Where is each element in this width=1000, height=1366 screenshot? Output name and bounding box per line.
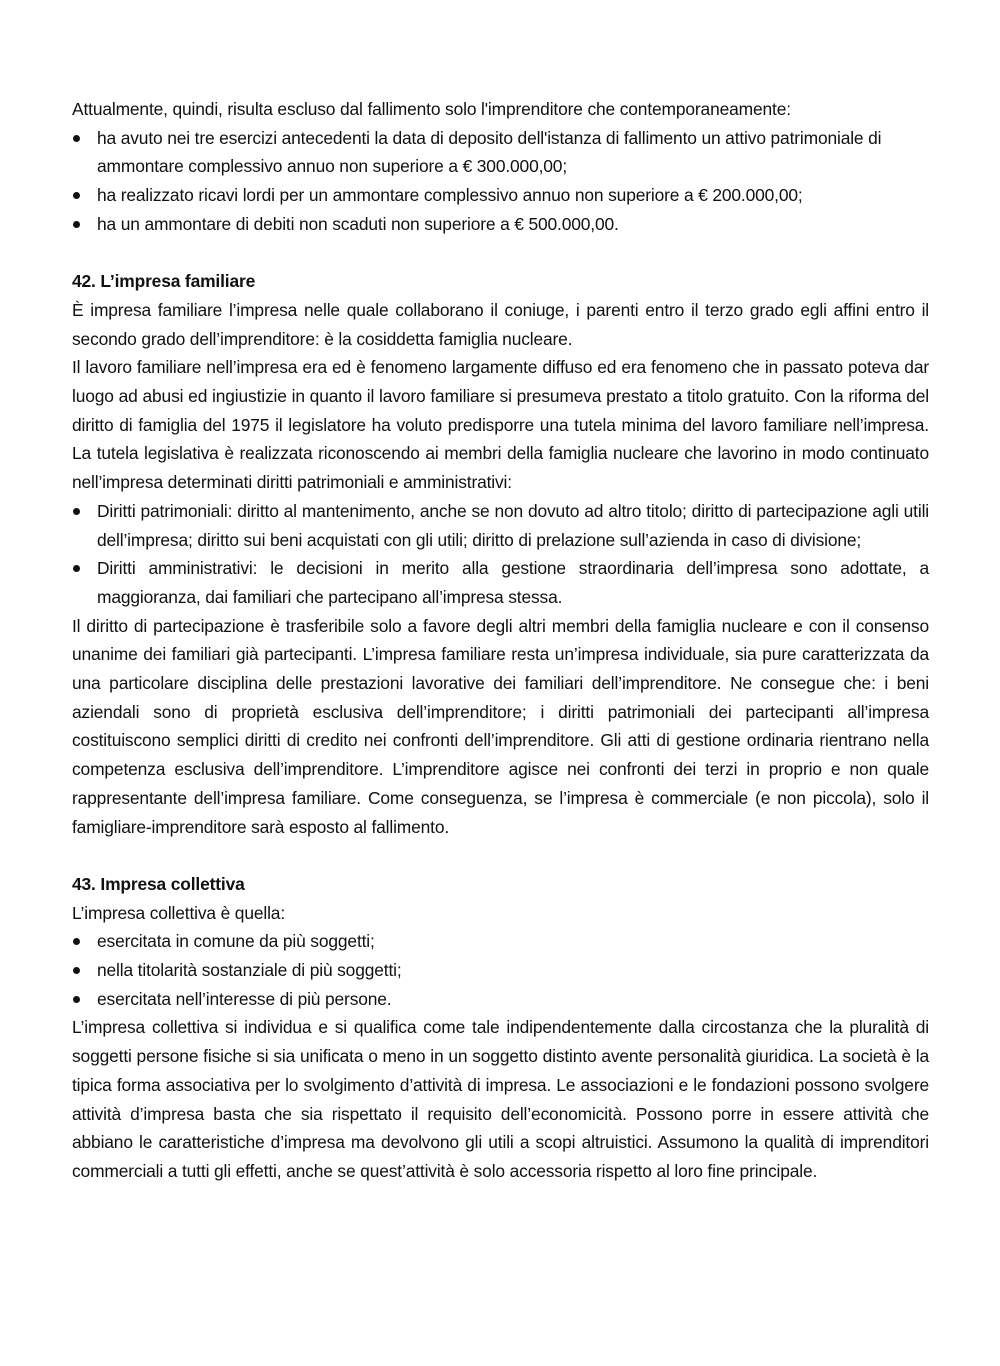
section-42-bullet-list bbox=[72, 497, 929, 612]
section-43-paragraph-1: L’impresa collettiva si individua e si qualifica come tale indipendentemente dalla circostanza che la pluralità di soggetti persone fisiche si sia unificata o meno in un soggetto distinto avente personalità giuridica. La società è la tipica forma associativa per lo svolgimento d’attività di impresa. Le associazioni e le fondazioni possono svolgere attività d’impresa basta che sia rispettato il requisito dell’economicità. Possono porre in essere attività che abbiano le caratteristiche d’impresa ma devolvono gli utili a scopi altruistici. Assumono la qualità di imprenditori commerciali a tutti gli effetti, anche se quest’attività è solo accessoria rispetto al loro fine principale. bbox=[72, 1017, 929, 1181]
section-heading-43: 43. Impresa collettiva bbox=[72, 873, 245, 894]
bullet-icon bbox=[73, 508, 80, 515]
section-42-paragraph-3: Il diritto di partecipazione è trasferibile solo a favore degli altri membri della famiglia nucleare e con il consenso unanime dei familiari già partecipanti. L’impresa familiare resta un’impresa individuale, sia pure caratterizzata da una particolare disciplina delle prestazioni lavorative dei familiari dell’imprenditore. Ne consegue che: i beni aziendali sono di proprietà esclusiva dell’imprenditore; i diritti patrimoniali dei partecipanti all’impresa costituiscono semplici diritti di credito nei confronti dell’imprenditore. Gli atti di gestione ordinaria rientrano nella competenza esclusiva dell’imprenditore. L’imprenditore agisce nei confronti dei terzi in proprio e non quale rappresentante dell’impresa familiare. Come conseguenza, se l’impresa è commerciale (e non piccola), solo il famigliare-imprenditore sarà esposto al fallimento. bbox=[72, 615, 929, 837]
list-item: Diritti amministrativi: le decisioni in merito alla gestione straordinaria dell’impresa sono adottate, a maggioranza, dai familiari che partecipano all’impresa stessa. bbox=[72, 554, 929, 611]
section-42-paragraph-1: È impresa familiare l’impresa nelle quale collaborano il coniuge, i parenti entro il terzo grado egli affini entro il secondo grado dell’imprenditore: è la cosiddetta famiglia nucleare. bbox=[72, 299, 929, 349]
section-43-lead: L’impresa collettiva è quella: bbox=[72, 902, 286, 923]
list-item: ha avuto nei tre esercizi antecedenti la data di deposito dell'istanza di fallimento un attivo patrimoniale di ammontare complessivo annuo non superiore a € 300.000,00; bbox=[72, 124, 929, 181]
bullet-icon bbox=[73, 135, 80, 142]
bullet-icon bbox=[73, 192, 80, 199]
spacer bbox=[72, 239, 929, 268]
bullet-icon bbox=[73, 967, 80, 974]
section-43-bullet-list bbox=[72, 927, 929, 1013]
section-42-paragraph-2: Il lavoro familiare nell’impresa era ed è fenomeno largamente diffuso ed era fenomeno che in passato poteva dar luogo ad abusi ed ingiustizie in quanto il lavoro familiare si presumeva prestato a titolo gratuito. Con la riforma del diritto di famiglia del 1975 il legislatore ha voluto predisporre una tutela minima del lavoro familiare nell’impresa. La tutela legislativa è realizzata riconoscendo ai membri della famiglia nucleare che lavorino in modo continuato nell’impresa determinati diritti patrimoniali e amministrativi: bbox=[72, 357, 929, 493]
spacer bbox=[72, 841, 929, 870]
intro-bullet-list bbox=[72, 124, 929, 239]
bullet-icon bbox=[73, 996, 80, 1003]
intro-paragraph: Attualmente, quindi, risulta escluso dal fallimento solo l'imprenditore che contemporaneamente: bbox=[72, 99, 791, 119]
list-item: esercitata nell’interesse di più persone. bbox=[72, 985, 929, 1014]
list-item: ha un ammontare di debiti non scaduti non superiore a € 500.000,00. bbox=[72, 210, 929, 239]
bullet-icon bbox=[73, 221, 80, 228]
bullet-icon bbox=[73, 565, 80, 572]
list-item: esercitata in comune da più soggetti; bbox=[72, 927, 929, 956]
bullet-icon bbox=[73, 938, 80, 945]
document-page bbox=[72, 95, 929, 1186]
list-item: nella titolarità sostanziale di più soggetti; bbox=[72, 956, 929, 985]
section-heading-42: 42. L’impresa familiare bbox=[72, 271, 256, 292]
list-item: ha realizzato ricavi lordi per un ammontare complessivo annuo non superiore a € 200.000,00; bbox=[72, 181, 929, 210]
list-item: Diritti patrimoniali: diritto al mantenimento, anche se non dovuto ad altro titolo; diritto di partecipazione agli utili dell’impresa; diritto sui beni acquistati con gli utili; diritto di prelazione sull’azienda in caso di divisione; bbox=[72, 497, 929, 554]
